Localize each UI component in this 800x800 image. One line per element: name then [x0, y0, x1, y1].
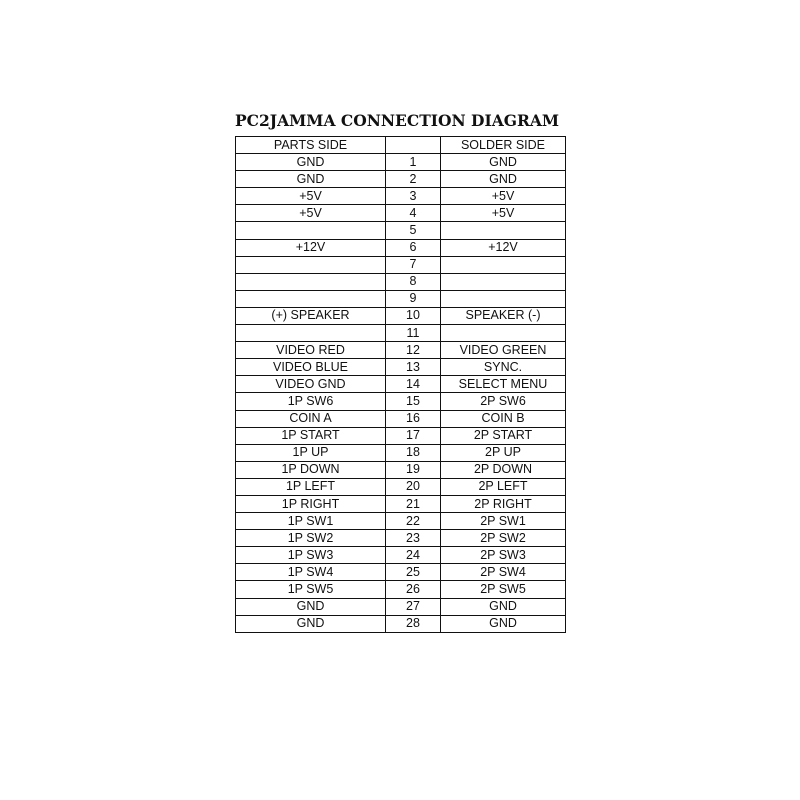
table-row	[236, 444, 566, 461]
connection-table	[235, 136, 566, 633]
pin-number-cell: 22	[386, 513, 441, 530]
pin-number-cell: 21	[386, 495, 441, 512]
pin-number-cell: 9	[386, 290, 441, 307]
solder-side-cell	[441, 256, 566, 273]
parts-side-cell: GND	[236, 171, 386, 188]
parts-side-cell: 1P SW6	[236, 393, 386, 410]
parts-side-cell: +5V	[236, 188, 386, 205]
pin-number-cell: 8	[386, 273, 441, 290]
solder-side-cell: COIN B	[441, 410, 566, 427]
header-pin	[386, 137, 441, 154]
pin-number-cell: 23	[386, 530, 441, 547]
solder-side-cell: +5V	[441, 205, 566, 222]
table-row	[236, 410, 566, 427]
pin-number-cell: 3	[386, 188, 441, 205]
parts-side-cell: +12V	[236, 239, 386, 256]
parts-side-cell: VIDEO GND	[236, 376, 386, 393]
pin-number-cell: 25	[386, 564, 441, 581]
solder-side-cell: 2P SW1	[441, 513, 566, 530]
solder-side-cell: +12V	[441, 239, 566, 256]
parts-side-cell: 1P UP	[236, 444, 386, 461]
solder-side-cell: +5V	[441, 188, 566, 205]
table-header-row	[236, 137, 566, 154]
table-row	[236, 307, 566, 324]
table-row	[236, 290, 566, 307]
pin-number-cell: 11	[386, 325, 441, 342]
header-parts-side: PARTS SIDE	[236, 137, 386, 154]
table-row	[236, 495, 566, 512]
solder-side-cell: 2P RIGHT	[441, 495, 566, 512]
parts-side-cell: 1P SW2	[236, 530, 386, 547]
pin-number-cell: 16	[386, 410, 441, 427]
solder-side-cell: GND	[441, 154, 566, 171]
parts-side-cell	[236, 273, 386, 290]
pin-number-cell: 20	[386, 478, 441, 495]
solder-side-cell: SELECT MENU	[441, 376, 566, 393]
solder-side-cell: 2P START	[441, 427, 566, 444]
solder-side-cell	[441, 290, 566, 307]
pin-number-cell: 13	[386, 359, 441, 376]
parts-side-cell: VIDEO RED	[236, 342, 386, 359]
solder-side-cell	[441, 273, 566, 290]
parts-side-cell: COIN A	[236, 410, 386, 427]
parts-side-cell: 1P START	[236, 427, 386, 444]
parts-side-cell	[236, 256, 386, 273]
table-row	[236, 325, 566, 342]
solder-side-cell: SYNC.	[441, 359, 566, 376]
parts-side-cell	[236, 290, 386, 307]
table-row	[236, 342, 566, 359]
connection-table-body	[236, 137, 566, 633]
solder-side-cell: 2P SW4	[441, 564, 566, 581]
pin-number-cell: 2	[386, 171, 441, 188]
table-row	[236, 359, 566, 376]
table-row	[236, 239, 566, 256]
parts-side-cell: GND	[236, 615, 386, 632]
solder-side-cell: GND	[441, 171, 566, 188]
solder-side-cell: 2P DOWN	[441, 461, 566, 478]
solder-side-cell: SPEAKER (-)	[441, 307, 566, 324]
pin-number-cell: 18	[386, 444, 441, 461]
pin-number-cell: 24	[386, 547, 441, 564]
parts-side-cell	[236, 325, 386, 342]
parts-side-cell: GND	[236, 598, 386, 615]
table-row	[236, 273, 566, 290]
pin-number-cell: 10	[386, 307, 441, 324]
parts-side-cell: GND	[236, 154, 386, 171]
table-row	[236, 615, 566, 632]
pin-number-cell: 27	[386, 598, 441, 615]
table-row	[236, 154, 566, 171]
pin-number-cell: 15	[386, 393, 441, 410]
solder-side-cell	[441, 325, 566, 342]
table-row	[236, 222, 566, 239]
table-row	[236, 461, 566, 478]
table-row	[236, 547, 566, 564]
table-row	[236, 581, 566, 598]
header-solder-side: SOLDER SIDE	[441, 137, 566, 154]
solder-side-cell	[441, 222, 566, 239]
table-row	[236, 478, 566, 495]
pin-number-cell: 26	[386, 581, 441, 598]
solder-side-cell: 2P SW5	[441, 581, 566, 598]
pin-number-cell: 7	[386, 256, 441, 273]
pin-number-cell: 28	[386, 615, 441, 632]
table-row	[236, 188, 566, 205]
table-row	[236, 205, 566, 222]
solder-side-cell: VIDEO GREEN	[441, 342, 566, 359]
table-row	[236, 564, 566, 581]
table-row	[236, 376, 566, 393]
solder-side-cell: 2P UP	[441, 444, 566, 461]
solder-side-cell: GND	[441, 598, 566, 615]
parts-side-cell: +5V	[236, 205, 386, 222]
solder-side-cell: 2P LEFT	[441, 478, 566, 495]
table-row	[236, 393, 566, 410]
parts-side-cell	[236, 222, 386, 239]
parts-side-cell: VIDEO BLUE	[236, 359, 386, 376]
table-row	[236, 598, 566, 615]
pin-number-cell: 4	[386, 205, 441, 222]
pin-number-cell: 1	[386, 154, 441, 171]
solder-side-cell: GND	[441, 615, 566, 632]
diagram-title: PC2JAMMA CONNECTION DIAGRAM	[235, 111, 560, 130]
parts-side-cell: 1P RIGHT	[236, 495, 386, 512]
parts-side-cell: 1P LEFT	[236, 478, 386, 495]
table-row	[236, 256, 566, 273]
parts-side-cell: 1P DOWN	[236, 461, 386, 478]
parts-side-cell: 1P SW4	[236, 564, 386, 581]
table-row	[236, 530, 566, 547]
pin-number-cell: 5	[386, 222, 441, 239]
parts-side-cell: 1P SW1	[236, 513, 386, 530]
pin-number-cell: 19	[386, 461, 441, 478]
solder-side-cell: 2P SW6	[441, 393, 566, 410]
table-row	[236, 513, 566, 530]
pin-number-cell: 6	[386, 239, 441, 256]
parts-side-cell: 1P SW3	[236, 547, 386, 564]
solder-side-cell: 2P SW3	[441, 547, 566, 564]
pin-number-cell: 14	[386, 376, 441, 393]
parts-side-cell: (+) SPEAKER	[236, 307, 386, 324]
parts-side-cell: 1P SW5	[236, 581, 386, 598]
pin-number-cell: 12	[386, 342, 441, 359]
pin-number-cell: 17	[386, 427, 441, 444]
solder-side-cell: 2P SW2	[441, 530, 566, 547]
table-row	[236, 171, 566, 188]
table-row	[236, 427, 566, 444]
